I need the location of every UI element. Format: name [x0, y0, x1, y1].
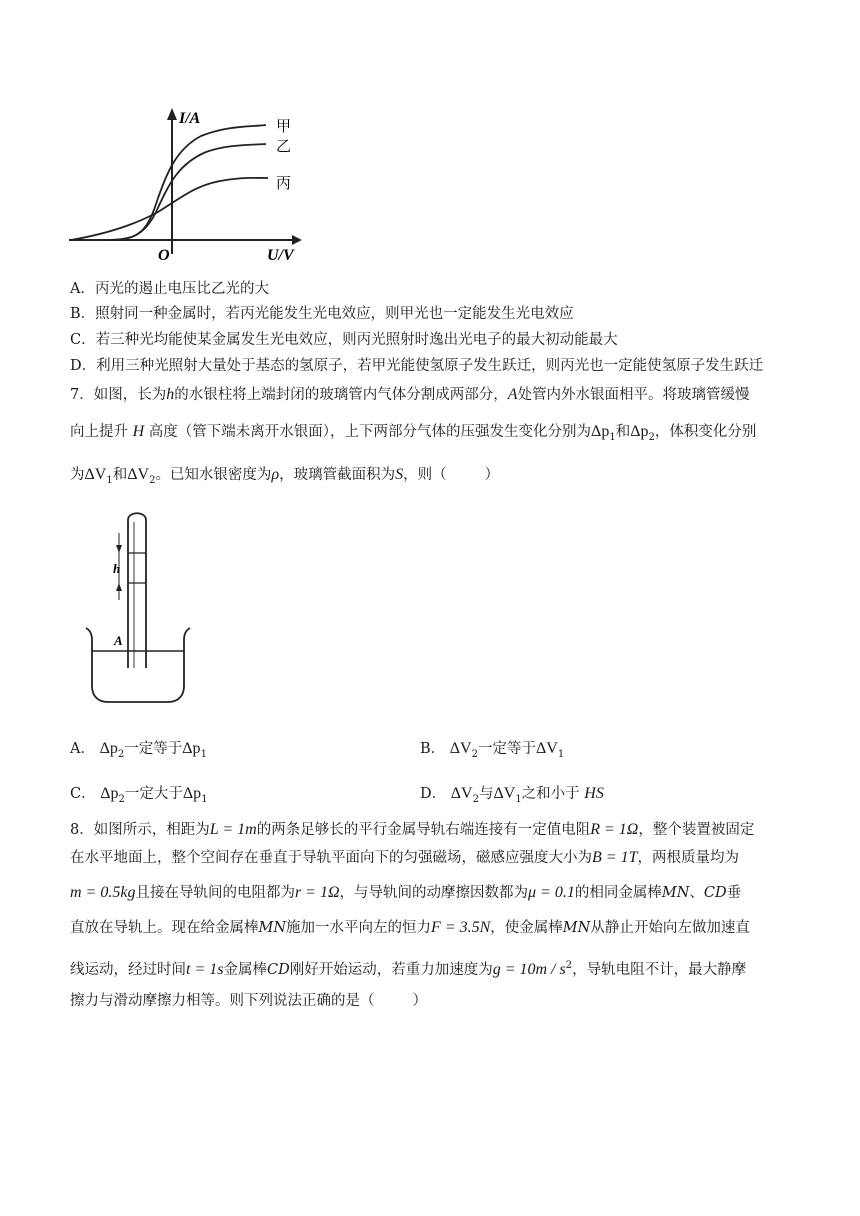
q8-stem-line2: 在水平地面上，整个空间存在垂直于导轨平面向下的匀强磁场，磁感应强度大小为B = 1T，两根质量均为 — [70, 849, 739, 866]
glass-tube — [128, 513, 146, 668]
origin-label: O — [158, 247, 170, 264]
q6-option-d: D．利用三种光照射大量处于基态的氢原子，若甲光能使氢原子发生跃迁，则丙光也一定能使氢原子发生跃迁 — [70, 358, 764, 374]
q8-stem-line5: 线运动，经过时间t = 1s金属棒CD刚好开始运动，若重力加速度为$g = 10m / s^2$，导轨电阻不计，最大静摩 — [70, 960, 747, 978]
curve-label-jia: 甲 — [276, 119, 292, 135]
q6-option-a: A．丙光的遏止电压比乙光的大 — [70, 281, 269, 297]
a-label: A — [114, 633, 123, 648]
h-label: h — [113, 561, 121, 576]
curve-bing — [71, 178, 268, 240]
q7-option-a: A． $\Delta p_2$一定等于$\Delta p_1$ — [70, 740, 207, 760]
q8-stem-line1: 8．如图所示，相距为L = 1m的两条足够长的平行金属导轨右端连接有一定值电阻R = 1Ω，整个装置被固定 — [70, 821, 755, 838]
h-arrow-up — [116, 583, 122, 591]
q6-option-c: C．若三种光均能使某金属发生光电效应，则丙光照射时逸出光电子的最大初动能最大 — [70, 332, 618, 348]
tank-outline — [86, 628, 190, 702]
photoelectric-iu-graph — [66, 104, 306, 266]
curve-label-yi: 乙 — [276, 139, 292, 155]
curve-yi — [108, 144, 266, 240]
q8-stem-line3: m = 0.5kg且接在导轨间的电阻都为r = 1Ω，与导轨间的动摩擦因数都为μ = 0.1的相同金属棒MN、CD垂 — [70, 884, 742, 901]
q8-stem-line6: 擦力与滑动摩擦力相等。则下列说法正确的是（ ） — [70, 993, 427, 1009]
q7-option-b: B． $\Delta V_2$一定等于$\Delta V_1$ — [420, 740, 565, 760]
h-arrow-down — [116, 545, 122, 553]
q7-option-c: C． $\Delta p_2$一定大于$\Delta p_1$ — [70, 785, 208, 805]
q6-option-b: B．照射同一种金属时，若丙光能发生光电效应，则甲光也一定能发生光电效应 — [70, 306, 574, 322]
q7-option-d: D． $\Delta V_2$与$\Delta V_1$之和小于 HS — [420, 785, 604, 805]
u-axis-label: U/V — [267, 247, 294, 264]
q8-stem-line4: 直放在导轨上。现在给金属棒MN施加一水平向左的恒力F = 3.5N，使金属棒MN从静止开始向左做加速直 — [70, 919, 750, 936]
q7-stem-line1: 7．如图，长为h的水银柱将上端封闭的玻璃管内气体分割成两部分，A处管内外水银面相平。将玻璃管缓慢 — [70, 386, 750, 403]
u-axis-arrow — [292, 235, 302, 245]
i-axis-label: I/A — [179, 110, 201, 127]
q7-stem-line3: 为$\Delta V_1$和$\Delta V_2$。已知水银密度为ρ，玻璃管截面积为S，则（ ） — [70, 466, 500, 486]
i-axis-arrow — [167, 108, 177, 120]
curve-label-bing: 丙 — [276, 176, 292, 192]
mercury-tube-figure — [84, 508, 194, 708]
curve-jia — [108, 125, 266, 240]
q7-stem-line2: 向上提升 H 高度（管下端未离开水银面），上下两部分气体的压强发生变化分别为$\Delta p_1$和$\Delta p_2$，体积变化分别 — [70, 423, 757, 443]
